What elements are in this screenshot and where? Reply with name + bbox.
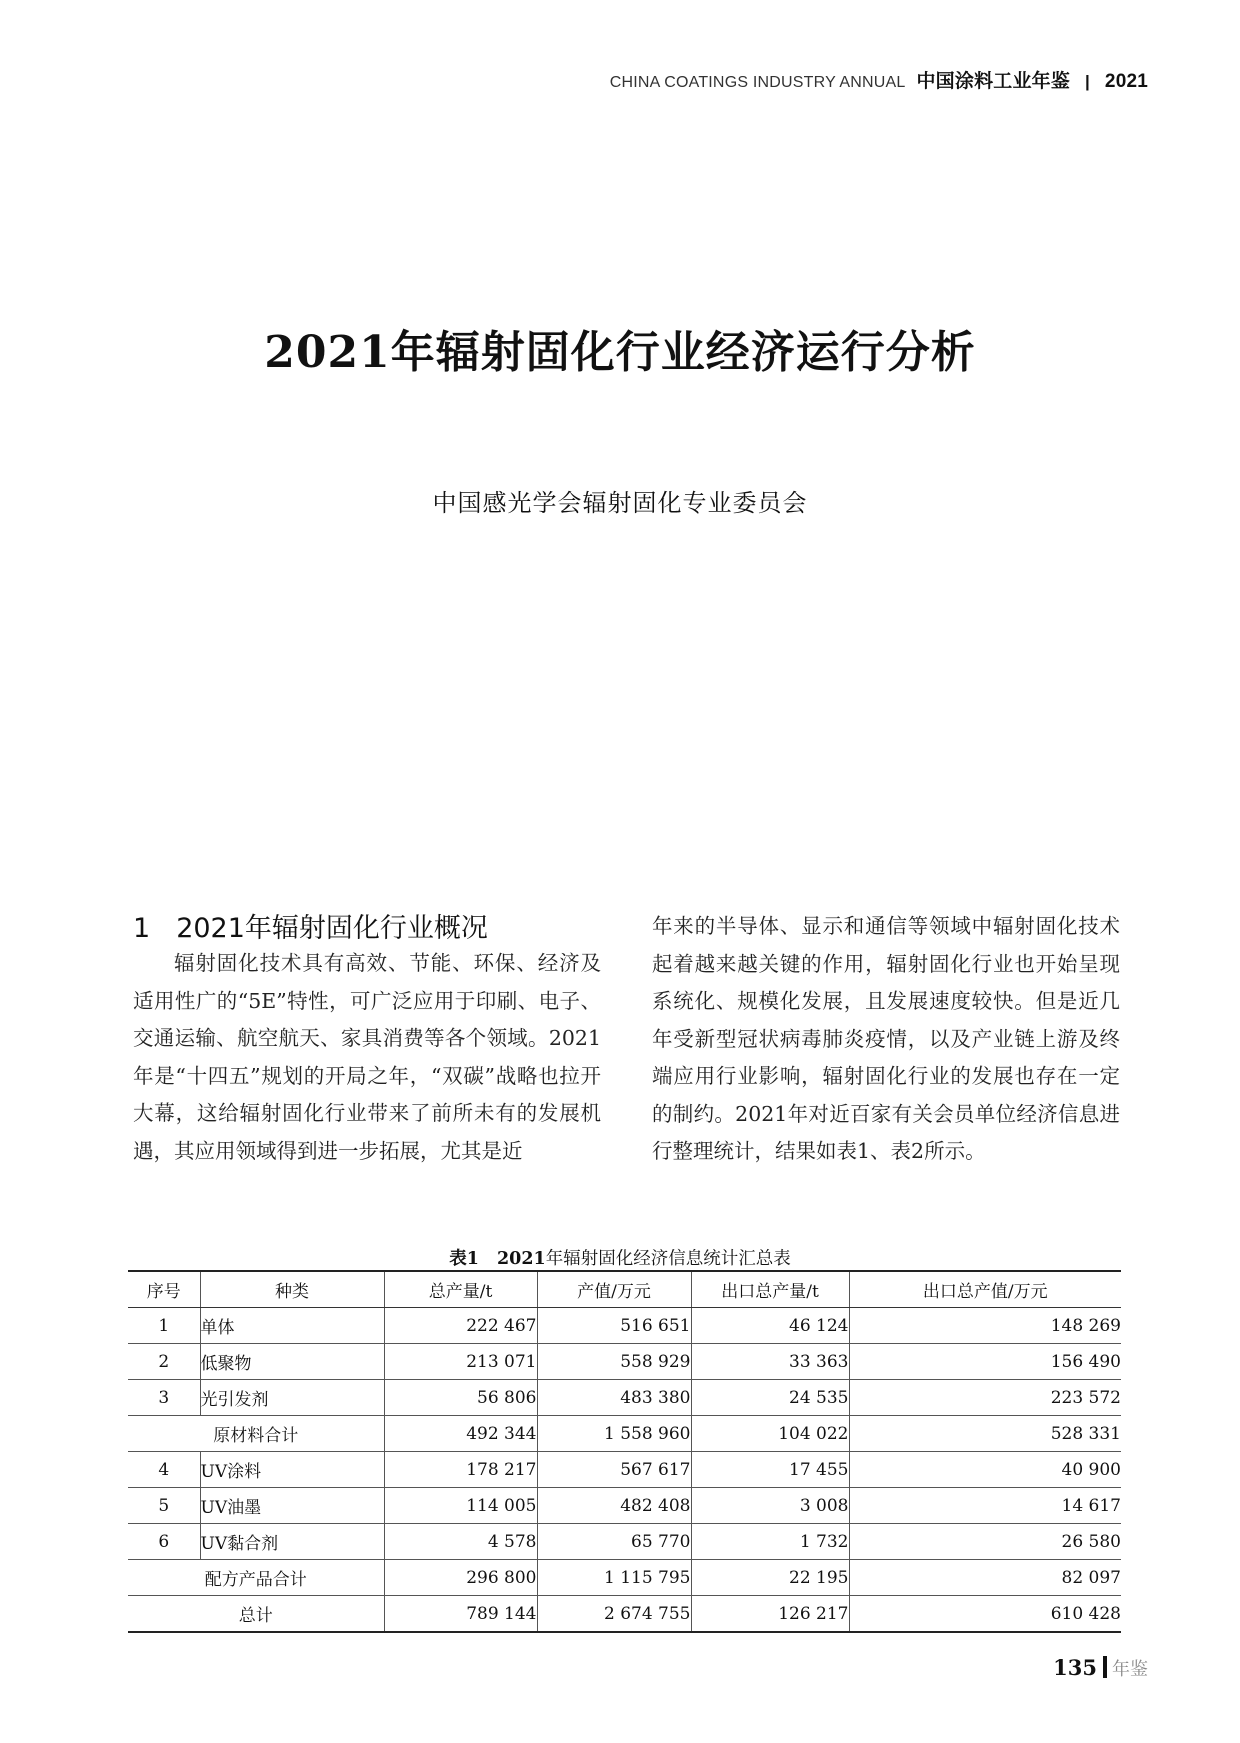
cell-output: 213 071 [384, 1344, 537, 1380]
header-cell: 产值/万元 [537, 1271, 691, 1308]
header-chinese: 中国涂料工业年鉴 [916, 71, 1071, 92]
row-number: 2 [128, 1344, 200, 1380]
table-caption-year: 2021 [496, 1249, 546, 1269]
row-category: 单体 [200, 1308, 384, 1344]
cell-export-output: 46 124 [691, 1308, 849, 1344]
cell-value: 1 558 960 [537, 1416, 691, 1452]
table-row [128, 1380, 1121, 1416]
cell-output: 296 800 [384, 1560, 537, 1596]
cell-export-output: 22 195 [691, 1560, 849, 1596]
cell-export-output: 17 455 [691, 1452, 849, 1488]
cell-export-value: 528 331 [849, 1416, 1121, 1452]
table-caption-text: 年辐射固化经济信息统计汇总表 [545, 1249, 791, 1269]
cell-output: 114 005 [384, 1488, 537, 1524]
section-heading [133, 906, 488, 945]
article-title: 2021年辐射固化行业经济运行分析 [264, 327, 976, 378]
table-total-row [128, 1596, 1121, 1633]
cell-value: 1 115 795 [537, 1560, 691, 1596]
cell-export-value: 156 490 [849, 1344, 1121, 1380]
body-text-right-column: 年来的半导体、显示和通信等领域中辐射固化技术起着越来越关键的作用，辐射固化行业也开始呈现系统化、规模化发展，且发展速度较快。但是近几年受新型冠状病毒肺炎疫情，以及产业链上游及终端应用行业影响，辐射固化行业的发展也存在一定的制约。2021年对近百家有关会员单位经济信息进行整理统计，结果如表1、表2所示。 [652, 914, 1120, 1163]
cell-value: 567 617 [537, 1452, 691, 1488]
header-separator: | [1085, 72, 1090, 91]
cell-value: 65 770 [537, 1524, 691, 1560]
row-category: 配方产品合计 [128, 1560, 384, 1596]
header-cell: 序号 [128, 1271, 200, 1308]
cell-output: 178 217 [384, 1452, 537, 1488]
cell-value: 483 380 [537, 1380, 691, 1416]
cell-value: 516 651 [537, 1308, 691, 1344]
cell-export-output: 33 363 [691, 1344, 849, 1380]
row-number: 4 [128, 1452, 200, 1488]
section-title: 2021年辐射固化行业概况 [176, 913, 488, 944]
header-cell: 总产量/t [384, 1271, 537, 1308]
cell-export-output: 126 217 [691, 1596, 849, 1633]
cell-export-value: 14 617 [849, 1488, 1121, 1524]
table-caption-label: 表1 [449, 1249, 479, 1269]
cell-output: 56 806 [384, 1380, 537, 1416]
cell-export-value: 26 580 [849, 1524, 1121, 1560]
table-row [128, 1452, 1121, 1488]
header-english: CHINA COATINGS INDUSTRY ANNUAL [609, 74, 906, 91]
cell-export-value: 82 097 [849, 1560, 1121, 1596]
row-category: 原材料合计 [128, 1416, 384, 1452]
row-number: 1 [128, 1308, 200, 1344]
cell-export-output: 1 732 [691, 1524, 849, 1560]
footer-divider [1103, 1656, 1107, 1678]
header-cell: 出口总产量/t [691, 1271, 849, 1308]
cell-export-value: 610 428 [849, 1596, 1121, 1633]
cell-output: 222 467 [384, 1308, 537, 1344]
cell-export-value: 223 572 [849, 1380, 1121, 1416]
table-row [128, 1488, 1121, 1524]
table-row [128, 1344, 1121, 1380]
cell-export-output: 104 022 [691, 1416, 849, 1452]
page-number: 135 [1053, 1655, 1097, 1680]
row-category: UV黏合剂 [200, 1524, 384, 1560]
row-number: 5 [128, 1488, 200, 1524]
cell-value: 558 929 [537, 1344, 691, 1380]
page-footer [1053, 1655, 1148, 1681]
cell-value: 482 408 [537, 1488, 691, 1524]
section-number: 1 [133, 913, 151, 944]
header-cell: 出口总产值/万元 [849, 1271, 1121, 1308]
cell-export-output: 24 535 [691, 1380, 849, 1416]
table-subtotal-row [128, 1560, 1121, 1596]
body-text-left-column: 辐射固化技术具有高效、节能、环保、经济及适用性广的“5E”特性，可广泛应用于印刷、电子、交通运输、航空航天、家具消费等各个领域。2021年是“十四五”规划的开局之年，“双碳”战略也拉开大幕，这给辐射固化行业带来了前所未有的发展机遇，其应用领域得到进一步拓展，尤其是近 [133, 951, 601, 1163]
footer-label: 年鉴 [1112, 1659, 1148, 1680]
author-organization: 中国感光学会辐射固化专业委员会 [432, 489, 808, 517]
statistics-table [128, 1270, 1121, 1633]
row-category: 低聚物 [200, 1344, 384, 1380]
row-category: 总计 [128, 1596, 384, 1633]
table-subtotal-row [128, 1416, 1121, 1452]
table-row [128, 1524, 1121, 1560]
cell-export-output: 3 008 [691, 1488, 849, 1524]
row-category: UV油墨 [200, 1488, 384, 1524]
header-cell: 种类 [200, 1271, 384, 1308]
running-header [610, 66, 1148, 93]
cell-output: 789 144 [384, 1596, 537, 1633]
table-caption [0, 1245, 1240, 1270]
cell-output: 4 578 [384, 1524, 537, 1560]
cell-export-value: 148 269 [849, 1308, 1121, 1344]
row-number: 3 [128, 1380, 200, 1416]
cell-export-value: 40 900 [849, 1452, 1121, 1488]
row-number: 6 [128, 1524, 200, 1560]
header-year: 2021 [1104, 71, 1148, 92]
table-header-row [128, 1271, 1121, 1308]
cell-output: 492 344 [384, 1416, 537, 1452]
row-category: UV涂料 [200, 1452, 384, 1488]
table-row [128, 1308, 1121, 1344]
row-category: 光引发剂 [200, 1380, 384, 1416]
cell-value: 2 674 755 [537, 1596, 691, 1633]
